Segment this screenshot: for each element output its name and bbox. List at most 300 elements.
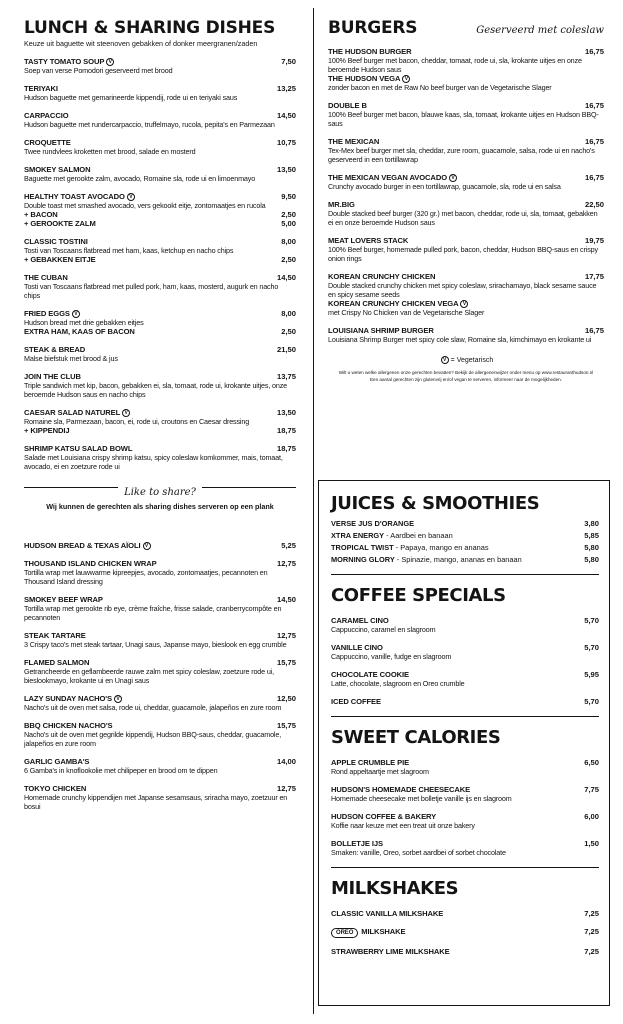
vegetarian-icon: V (106, 58, 114, 66)
menu-item (331, 785, 599, 803)
menu-extra-row (24, 327, 296, 336)
veg-note-line (328, 356, 604, 364)
menu-item-price: 1,50 (584, 839, 599, 848)
menu-item (331, 643, 599, 661)
menu-item-price: 16,75 (584, 173, 604, 182)
menu-item-description: Hudson baguette met gemarineerde kippendij, rode ui en teriyaki saus (24, 93, 238, 102)
menu-item-description: Homemade crunchy kippendijen met Japanse sesamsaus, sriracha mayo, zoetzuur en bosui (24, 793, 288, 811)
menu-extra-price: 2,50 (281, 255, 296, 264)
menu-sub-item-name-wrap (328, 299, 604, 308)
menu-item-name: LOUISIANA SHRIMP BURGER (328, 326, 434, 335)
menu-item (331, 839, 599, 857)
menu-item-name-wrap (328, 272, 435, 281)
menu-item (328, 173, 604, 191)
menu-item (24, 237, 296, 264)
menu-item-description: Homemade cheesecake met bolletje vanille ijs en slagroom (331, 794, 512, 803)
menu-item-row (24, 192, 296, 201)
menu-item-row (24, 138, 296, 147)
menu-item-price: 12,75 (276, 631, 296, 640)
menu-sub-item-name: THE HUDSON VEGA (328, 74, 401, 83)
menu-item (24, 694, 296, 712)
menu-item-price: 16,75 (584, 137, 604, 146)
milkshake-name-wrap (331, 927, 406, 938)
menu-item-name: MR.BIG (328, 200, 355, 209)
menu-item-name: SMOKEY BEEF WRAP (24, 595, 103, 604)
menu-item-description: Double stacked beef burger (320 gr.) met bacon, cheddar, rode ui, sla, tomaat, gebakken ei en onze beroemde Hudson saus (328, 209, 598, 227)
milkshake-item (331, 947, 599, 956)
menu-item-price: 16,75 (584, 47, 604, 56)
menu-extra-name: + GEBAKKEN EITJE (24, 255, 96, 264)
menu-item-name-wrap (24, 559, 157, 568)
menu-item-name-wrap (24, 694, 122, 703)
burger-list (328, 47, 604, 344)
menu-item-row (24, 372, 296, 381)
divider (331, 574, 599, 575)
menu-item-description: Tortilla wrap met lauwwarme kipreepjes, avocado, zontomaatjes, pecannoten en Thousand Island dressing (24, 568, 268, 586)
menu-item-description: Smaken: vanille, Oreo, sorbet aardbei of sorbet chocolate (331, 848, 506, 857)
juice-name-wrap (331, 531, 453, 540)
menu-extra-row (24, 426, 296, 435)
menu-item-price: 13,75 (276, 372, 296, 381)
menu-item-description: Soep van verse Pomodori geserveerd met brood (24, 66, 173, 75)
menu-item-name: GARLIC GAMBA'S (24, 757, 90, 766)
menu-item-row (328, 200, 604, 209)
menu-item-price: 6,00 (584, 812, 599, 821)
menu-item-description: Tosti van Toscaans flatbread met ham, kaas, ketchup en nacho chips (24, 246, 234, 255)
menu-item-price: 10,75 (276, 138, 296, 147)
menu-item (328, 101, 604, 128)
menu-item-name: DOUBLE B (328, 101, 367, 110)
menu-item-name-wrap (24, 309, 80, 318)
menu-item-name-wrap (328, 173, 457, 182)
menu-item-row (24, 784, 296, 793)
menu-item-name-wrap (328, 101, 367, 110)
menu-sub-item-name-wrap (328, 74, 604, 83)
veg-icon: V (441, 356, 449, 364)
menu-item-name: HUDSON BREAD & TEXAS AÏOLI (24, 541, 141, 550)
menu-item-price: 19,75 (584, 236, 604, 245)
menu-item-name: SHRIMP KATSU SALAD BOWL (24, 444, 133, 453)
menu-item-name: TOKYO CHICKEN (24, 784, 87, 793)
menu-item-name-wrap (24, 757, 89, 766)
menu-item (328, 272, 604, 317)
menu-item-row (24, 541, 296, 550)
juice-row (331, 555, 599, 564)
menu-item-row (328, 173, 604, 182)
menu-item-name: SMOKEY SALMON (24, 165, 91, 174)
menu-item-description: 100% Beef burger met bacon, cheddar, tomaat, rode ui, sla, krokante uitjes en onze beroemde Hudson saus (328, 56, 582, 74)
menu-item-price: 9,50 (281, 192, 296, 201)
menu-item (331, 670, 599, 688)
menu-item (24, 541, 296, 550)
vegetarian-icon: V (122, 409, 130, 417)
menu-item-row (331, 670, 599, 679)
menu-item-price: 12,75 (276, 559, 296, 568)
sharing-list (24, 541, 296, 811)
burgers-title: BURGERS (328, 18, 418, 38)
juice-row (331, 543, 599, 552)
menu-item (328, 47, 604, 92)
menu-item-name: THE CUBAN (24, 273, 68, 282)
menu-item-name-wrap (24, 658, 89, 667)
menu-item-price: 5,70 (584, 697, 599, 706)
menu-item-description: Double stacked crunchy chicken met spicy coleslaw, srirachamayo, black sesame sauce en spicy sesame seeds (328, 281, 597, 299)
menu-item-name: THE HUDSON BURGER (328, 47, 412, 56)
menu-item (24, 559, 296, 586)
menu-item (328, 236, 604, 263)
veg-note (328, 356, 604, 383)
lunch-title: LUNCH & SHARING DISHES (24, 18, 276, 38)
milkshake-name-wrap (331, 947, 450, 956)
menu-item-description: Baguette met gerookte zalm, avocado, Romaine sla, rode ui en limoenmayo (24, 174, 256, 183)
menu-item-name-wrap (24, 84, 58, 93)
menu-item-description: Cappuccino, vanille, fudge en slagroom (331, 652, 452, 661)
juice-name-wrap (331, 543, 489, 552)
menu-item-price: 13,25 (276, 84, 296, 93)
menu-extra-row (24, 210, 296, 219)
menu-extra-price: 18,75 (276, 426, 296, 435)
menu-sub-item-description: met Crispy No Chicken van de Vegetarische Slager (328, 308, 485, 317)
menu-item-name-wrap (24, 721, 113, 730)
menu-item (24, 757, 296, 775)
menu-item (24, 345, 296, 363)
juice-name-wrap (331, 519, 414, 528)
menu-item (328, 200, 604, 227)
menu-item-name: CARAMEL CINO (331, 616, 389, 625)
menu-item-name: CLASSIC TOSTINI (24, 237, 88, 246)
menu-item-row (24, 309, 296, 318)
menu-item-row (331, 643, 599, 652)
menu-item-name: TERIYAKI (24, 84, 58, 93)
menu-item-price: 14,50 (276, 273, 296, 282)
menu-item (24, 57, 296, 75)
menu-item (331, 758, 599, 776)
menu-item (24, 84, 296, 102)
lunch-subtitle: Keuze uit baguette wit steenoven gebakken of donker meergranen/zaden (24, 39, 258, 48)
menu-item-row (328, 326, 604, 335)
menu-item-name: LAZY SUNDAY NACHO'S (24, 694, 112, 703)
menu-item-price: 5,70 (584, 643, 599, 652)
menu-extra-name: + GEROOKTE ZALM (24, 219, 96, 228)
milkshakes-title: MILKSHAKES (331, 878, 459, 899)
menu-item-name-wrap (328, 326, 434, 335)
menu-item (24, 721, 296, 748)
menu-item-price: 7,75 (584, 785, 599, 794)
menu-item-name-wrap (24, 541, 151, 550)
menu-item-name: KOREAN CRUNCHY CHICKEN (328, 272, 436, 281)
menu-item-name-wrap (24, 237, 88, 246)
menu-item-name: HEALTHY TOAST AVOCADO (24, 192, 125, 201)
menu-item-price: 12,50 (276, 694, 296, 703)
menu-item-name-wrap (24, 784, 86, 793)
milkshake-name: STRAWBERRY LIME MILKSHAKE (331, 947, 450, 956)
menu-item-price: 5,25 (281, 541, 296, 550)
juice-name-wrap (331, 555, 522, 564)
menu-item-description: Hudson baguette met rundercarpaccio, truffelmayo, rucola, pepita's en Parmezaan (24, 120, 275, 129)
menu-item-name: STEAK & BREAD (24, 345, 86, 354)
menu-item-description: Koffie naar keuze met een treat uit onze bakery (331, 821, 475, 830)
menu-item-name-wrap (24, 138, 71, 147)
menu-item (24, 138, 296, 156)
menu-item-price: 12,75 (276, 784, 296, 793)
milkshake-row (331, 927, 599, 938)
menu-item-description: Triple sandwich met kip, bacon, gebakken ei, sla, tomaat, rode ui, krokante uitjes, onze beroemde Hudson saus en nacho chips (24, 381, 287, 399)
milkshake-price: 7,25 (584, 947, 599, 956)
menu-item-description: Double toast met smashed avocado, vers gekookt eitje, zontomaatjes en rucola (24, 201, 266, 210)
menu-item-name-wrap (328, 47, 412, 56)
menu-item-price: 5,70 (584, 616, 599, 625)
menu-item-price: 16,75 (584, 326, 604, 335)
juice-price: 3,80 (584, 519, 599, 528)
menu-item-name: FRIED EGGS (24, 309, 70, 318)
menu-item (24, 165, 296, 183)
menu-sub-item-description: zonder bacon en met de Raw No beef burger van de Vegetarische Slager (328, 83, 552, 92)
menu-item (328, 326, 604, 344)
menu-item (24, 595, 296, 622)
menu-item-price: 16,75 (584, 101, 604, 110)
menu-item (331, 697, 599, 706)
burgers-header (328, 18, 604, 38)
menu-item-price: 22,50 (584, 200, 604, 209)
menu-item-name: HUDSON COFFEE & BAKERY (331, 812, 437, 821)
menu-item (331, 616, 599, 634)
menu-item-price: 17,75 (584, 272, 604, 281)
menu-item-description: Nacho's uit de oven met salsa, rode ui, cheddar, guacamole, jalapeños en zure room (24, 703, 282, 712)
menu-item-name-wrap (24, 192, 135, 201)
divider (331, 867, 599, 868)
menu-item-row (331, 758, 599, 767)
menu-item-name: THE MEXICAN VEGAN AVOCADO (328, 173, 448, 182)
menu-item-name: CAESAR SALAD NATUREL (24, 408, 121, 417)
milkshake-item (331, 927, 599, 938)
menu-item-price: 13,50 (276, 408, 296, 417)
menu-item-price: 15,75 (276, 721, 296, 730)
menu-item-name: MEAT LOVERS STACK (328, 236, 409, 245)
share-text: Wij kunnen de gerechten als sharing dishes serveren op een plank (46, 502, 274, 511)
menu-item-name: CHOCOLATE COOKIE (331, 670, 409, 679)
vegetarian-icon: V (460, 300, 468, 308)
milkshake-item (331, 909, 599, 918)
menu-sub-item-name: KOREAN CRUNCHY CHICKEN VEGA (328, 299, 459, 308)
menu-extra-name: + KIPPENDIJ (24, 426, 70, 435)
divider (331, 716, 599, 717)
menu-item-name-wrap (24, 372, 81, 381)
menu-item-name-wrap (24, 165, 91, 174)
menu-item-name: VANILLE CINO (331, 643, 383, 652)
column-divider (313, 8, 314, 1014)
vegetarian-icon: V (72, 310, 80, 318)
menu-item (24, 444, 296, 471)
menu-item-row (24, 631, 296, 640)
menu-item-price: 8,00 (281, 237, 296, 246)
menu-item-name: JOIN THE CLUB (24, 372, 81, 381)
menu-item-row (328, 47, 604, 56)
menu-item-row (328, 272, 604, 281)
menu-item-price: 5,95 (584, 670, 599, 679)
milkshake-row (331, 947, 599, 956)
juice-name: VERSE JUS D'ORANGE (331, 519, 415, 528)
menu-item-name: CARPACCIO (24, 111, 69, 120)
menu-item (24, 192, 296, 228)
menu-item-description: 6 Gamba's in knoflookolie met chilipeper en brood om te dippen (24, 766, 218, 775)
milkshake-name-wrap (331, 909, 443, 918)
sweet-list (331, 758, 599, 857)
juice-row (331, 531, 599, 540)
menu-item-row (24, 111, 296, 120)
burgers-script: Geserveerd met coleslaw (476, 25, 604, 36)
menu-item-description: 100% Beef burger, homemade pulled pork, bacon, cheddar, Hudson BBQ-saus en crispy onion rings (328, 245, 598, 263)
sweet-title: SWEET CALORIES (331, 727, 501, 748)
drinks-box-inner (331, 493, 599, 956)
share-block (24, 487, 296, 511)
menu-item-row (24, 559, 296, 568)
menu-item (24, 658, 296, 685)
menu-item-price: 8,00 (281, 309, 296, 318)
menu-item-name: THOUSAND ISLAND CHICKEN WRAP (24, 559, 157, 568)
milkshake-name: MILKSHAKE (361, 927, 406, 936)
menu-item-name: FLAMED SALMON (24, 658, 90, 667)
menu-item-description: Malse biefstuk met brood & jus (24, 354, 118, 363)
juice-detail: - Papaya, mango en ananas (393, 543, 489, 552)
menu-item-description: Twee rundvlees kroketten met brood, salade en mosterd (24, 147, 196, 156)
menu-item (24, 309, 296, 336)
menu-item-description: Salade met Louisiana crispy shrimp katsu, spicy coleslaw komkommer, mais, tomaat, avocado, ei en zoetzure rode ui (24, 453, 283, 471)
menu-item-row (331, 616, 599, 625)
menu-item-name: BOLLETJE IJS (331, 839, 383, 848)
menu-extra-price: 2,50 (281, 327, 296, 336)
menu-item (24, 372, 296, 399)
menu-item-row (331, 785, 599, 794)
menu-item-name: BBQ CHICKEN NACHO'S (24, 721, 113, 730)
menu-item-price: 7,50 (281, 57, 296, 66)
menu-item (24, 631, 296, 649)
share-script: Like to share? (118, 487, 202, 498)
menu-extra-name: + BACON (24, 210, 58, 219)
menu-item-price: 6,50 (584, 758, 599, 767)
menu-item-description: Louisiana Shrimp Burger met spicy cole slaw, Romaine sla, kimchimayo en krokante ui (328, 335, 592, 344)
menu-item-price: 14,00 (276, 757, 296, 766)
juice-name: MORNING GLORY (331, 555, 395, 564)
menu-item-row (24, 595, 296, 604)
vegetarian-icon: V (143, 542, 151, 550)
menu-extra-name: EXTRA HAM, KAAS OF BACON (24, 327, 135, 336)
menu-item-description: Tosti van Toscaans flatbread met pulled pork, ham, kaas, mosterd, augurk en nacho chips (24, 282, 279, 300)
menu-item-row (24, 444, 296, 453)
menu-item-row (24, 757, 296, 766)
menu-item-description: Tortilla wrap met gerookte rib eye, crème fraîche, frisse salade, cranberrycompôte en pecannoten (24, 604, 282, 622)
menu-extra-price: 2,50 (281, 210, 296, 219)
milkshake-price: 7,25 (584, 909, 599, 918)
menu-item (24, 408, 296, 435)
menu-item-row (24, 84, 296, 93)
menu-item-name-wrap (328, 200, 355, 209)
menu-item-name-wrap (24, 57, 114, 66)
menu-item-description: Tex-Mex beef burger met sla, cheddar, zure room, guacamole, salsa, rode ui en nacho's geserveerd in een tortillawrap (328, 146, 595, 164)
menu-item-name-wrap (24, 111, 69, 120)
menu-item-name-wrap (328, 137, 379, 146)
menu-item-row (24, 57, 296, 66)
oreo-logo: OREO (331, 928, 358, 938)
menu-extra-row (24, 255, 296, 264)
vegetarian-icon: V (449, 174, 457, 182)
menu-item-row (328, 137, 604, 146)
menu-item-description: 100% Beef burger met bacon, blauwe kaas, sla, tomaat, krokante uitjes en Hudson BBQ-saus (328, 110, 599, 128)
milkshake-row (331, 909, 599, 918)
menu-item-row (331, 697, 599, 706)
menu-item-name: STEAK TARTARE (24, 631, 86, 640)
juice-detail: - Aardbei en banaan (384, 531, 453, 540)
menu-item-name-wrap (24, 345, 85, 354)
menu-item-row (331, 839, 599, 848)
allergen-note-2: Een aantal gerechten zijn glutenvrij en/of vegan te serveren, informeer naar de mogelijkheden. (369, 377, 563, 382)
menu-item (328, 137, 604, 164)
menu-item-row (24, 694, 296, 703)
menu-item-row (24, 721, 296, 730)
juice-list (331, 519, 599, 564)
menu-extra-price: 5,00 (281, 219, 296, 228)
menu-item-row (24, 408, 296, 417)
juice-detail: - Spinazie, mango, ananas en banaan (394, 555, 522, 564)
juice-price: 5,80 (584, 555, 599, 564)
drinks-box (318, 480, 610, 1006)
menu-item (331, 812, 599, 830)
menu-item-description: Rond appeltaartje met slagroom (331, 767, 429, 776)
juice-price: 5,85 (584, 531, 599, 540)
juices-title: JUICES & SMOOTHIES (331, 493, 540, 514)
menu-item-name-wrap (24, 273, 68, 282)
menu-item-price: 13,50 (276, 165, 296, 174)
menu-item-description: Cappuccino, caramel en slagroom (331, 625, 436, 634)
juice-row (331, 519, 599, 528)
juice-name: TROPICAL TWIST (331, 543, 394, 552)
menu-item-row (328, 101, 604, 110)
menu-item-row (24, 237, 296, 246)
lunch-column (24, 18, 296, 811)
menu-item-price: 21,50 (276, 345, 296, 354)
coffee-title: COFFEE SPECIALS (331, 585, 506, 606)
menu-item-row (24, 273, 296, 282)
menu-item-name-wrap (328, 236, 408, 245)
menu-item (24, 111, 296, 129)
vegetarian-icon: V (127, 193, 135, 201)
milkshake-price: 7,25 (584, 927, 599, 936)
menu-item-price: 15,75 (276, 658, 296, 667)
vegetarian-icon: V (402, 75, 410, 83)
menu-item-name-wrap (24, 408, 130, 417)
menu-item (24, 784, 296, 811)
menu-item-name: APPLE CRUMBLE PIE (331, 758, 410, 767)
milkshake-list (331, 909, 599, 956)
menu-item (24, 273, 296, 300)
vegetarian-icon: V (114, 695, 122, 703)
menu-item-description: Romaine sla, Parmezaan, bacon, ei, rode ui, croutons en Caesar dressing (24, 417, 250, 426)
menu-item-description: Nacho's uit de oven met gegrilde kippendij, Hudson BBQ-saus, cheddar, guacamole, jalapeños en zure room (24, 730, 282, 748)
menu-item-name: TASTY TOMATO SOUP (24, 57, 105, 66)
menu-item-description: Hudson bread met drie gebakken eitjes (24, 318, 144, 327)
veg-note-text: = Vegetarisch (450, 356, 494, 364)
juice-price: 5,80 (584, 543, 599, 552)
menu-item-row (24, 345, 296, 354)
menu-item-description: 3 Crispy taco's met steak tartaar, Unagi saus, Japanse mayo, bieslook en egg crumble (24, 640, 287, 649)
menu-item-name: THE MEXICAN (328, 137, 380, 146)
menu-item-name: ICED COFFEE (331, 697, 381, 706)
menu-item-description: Getrancheerde en geflambeerde rauwe zalm met spicy coleslaw, zoetzure rode ui, bieslookmayo, krokante ui en Unagi saus (24, 667, 274, 685)
juice-name: XTRA ENERGY (331, 531, 385, 540)
menu-extra-row (24, 219, 296, 228)
menu-item-row (24, 165, 296, 174)
milkshake-name: CLASSIC VANILLA MILKSHAKE (331, 909, 444, 918)
menu-item-name: HUDSON'S HOMEMADE CHEESECAKE (331, 785, 471, 794)
